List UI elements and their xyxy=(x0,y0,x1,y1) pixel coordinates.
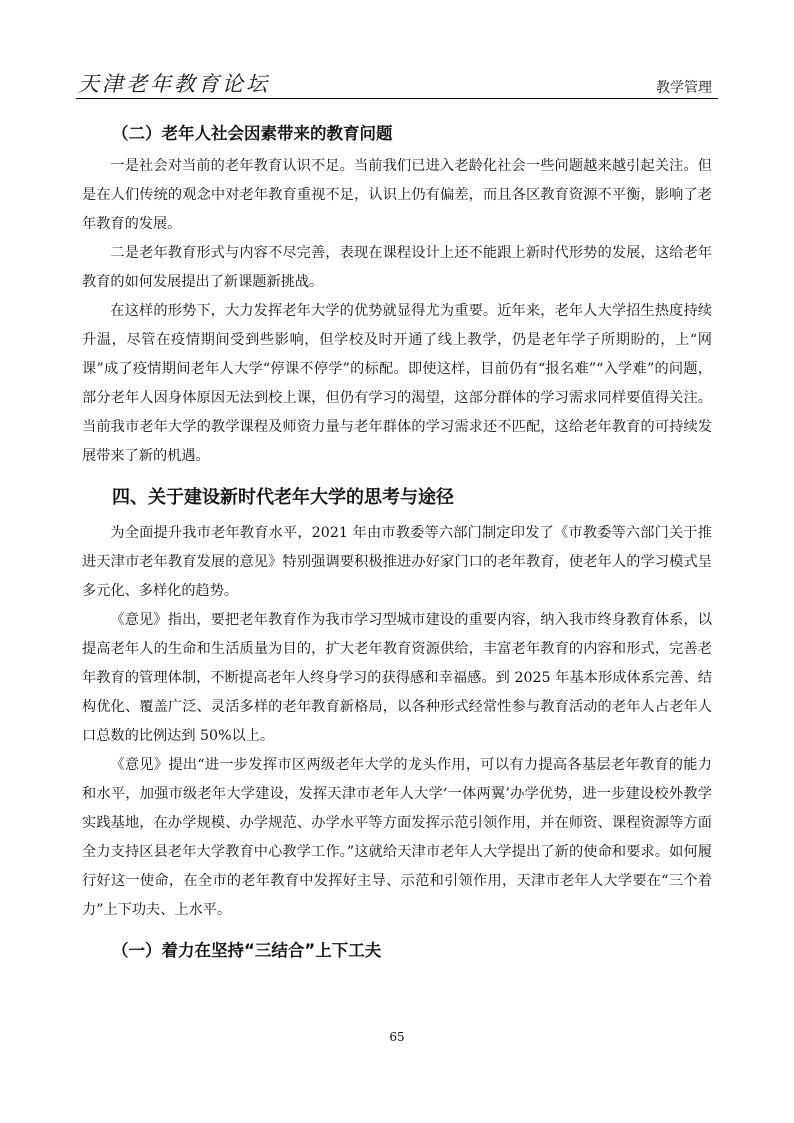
header-divider xyxy=(76,98,718,99)
paragraph: 一是社会对当前的老年教育认识不足。当前我们已进入老龄化社会一些问题越来越引起关注。但是在人们传统的观念中对老年教育重视不足，认识上仍有偏差，而且各区教育资源不平衡，影响了老年教育的发展。 xyxy=(82,158,712,232)
article-body xyxy=(82,108,712,969)
section-heading-four: 四、关于建设新时代老年大学的思考与途径 xyxy=(112,487,454,508)
page-number: 65 xyxy=(389,1030,405,1044)
paragraph: 《意见》指出，要把老年教育作为我市学习型城市建设的重要内容，纳入我市终身教育体系，以提高老年人的生命和生活质量为目的，扩大老年教育资源供给，丰富老年教育的内容和形式，完善老年教育的管理体制，不断提高老年人终身学习的获得感和幸福感。到 2025 年基本形成体系完善、结构优化、覆盖广泛、灵活多样的老年教育新格局，以各种形式经常性参与教育活动的老年人占老年人口总数的比例达到 50%以上。 xyxy=(82,612,712,744)
paragraph: 为全面提升我市老年教育水平，2021 年由市教委等六部门制定印发了《市教委等六部门关于推进天津市老年教育发展的意见》特别强调要积极推进办好家门口的老年教育，使老年人的学习模式呈多元化、多样化的趋势。 xyxy=(82,525,712,599)
subsection-heading-social-factors: （二）老年人社会因素带来的教育问题 xyxy=(112,124,393,143)
paragraph: 《意见》提出“进一步发挥市区两级老年大学的龙头作用，可以有力提高各基层老年教育的能力和水平，加强市级老年大学建设，发挥天津市老年人大学‘一体两翼’办学优势，进一步建设校外教学实践基地，在办学规模、办学规范、办学水平等方面发挥示范引领作用，并在师资、课程资源等方面全力支持区县老年大学教育中心教学工作。”这就给天津市老年人大学提出了新的使命和要求。如何履行好这一使命，在全市的老年教育中发挥好主导、示范和引领作用，天津市老年人大学要在“三个着力”上下功夫、上水平。 xyxy=(82,757,712,918)
paragraph: 在这样的形势下，大力发挥老年大学的优势就显得尤为重要。近年来，老年人大学招生热度持续升温，尽管在疫情期间受到些影响，但学校及时开通了线上教学，仍是老年学子所期盼的，上“网课”成了疫情期间老年人大学“停课不停学”的标配。即使这样，目前仍有“报名难”“入学难”的问题，部分老年人因身体原因无法到校上课，但仍有学习的渴望，这部分群体的学习需求同样要值得关注。当前我市老年大学的教学课程及师资力量与老年群体的学习需求还不匹配，这给老年教育的可持续发展带来了新的机遇。 xyxy=(82,303,712,464)
section-label: 教学管理 xyxy=(656,80,712,96)
subsection-heading-three-combinations: （一）着力在坚持“三结合”上下工夫 xyxy=(112,941,382,960)
paragraph: 二是老年教育形式与内容不尽完善，表现在课程设计上还不能跟上新时代形势的发展，这给老年教育的如何发展提出了新课题新挑战。 xyxy=(82,245,712,290)
journal-logo: 天津老年教育论坛 xyxy=(78,72,270,96)
